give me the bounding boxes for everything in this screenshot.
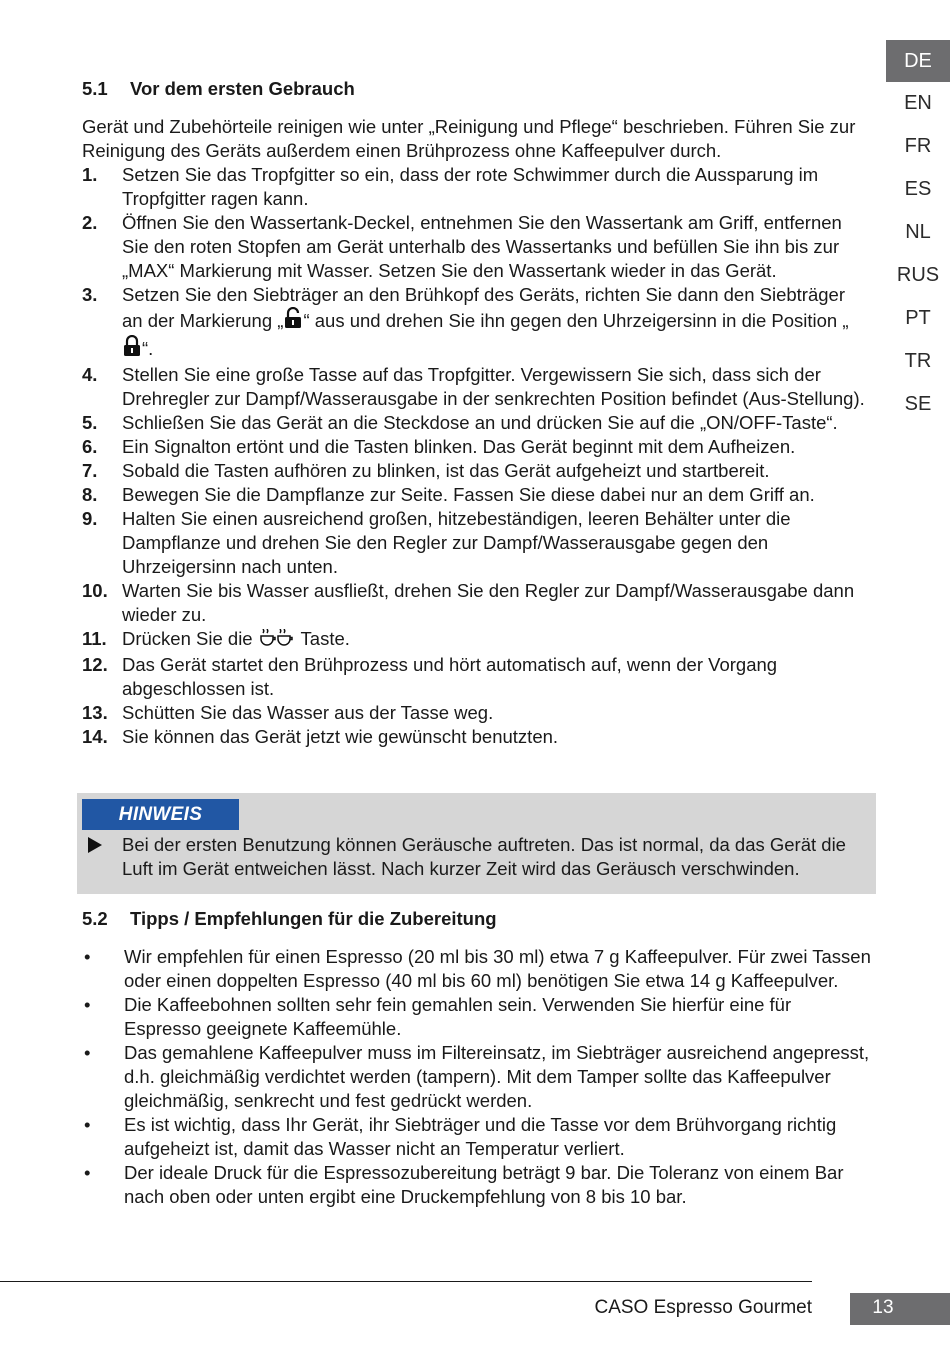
step-number: 4.	[82, 364, 98, 385]
footer-divider	[0, 1281, 812, 1282]
note-label: HINWEIS	[82, 799, 239, 830]
lang-tab-tr[interactable]: TR	[904, 350, 932, 372]
step-text-part: Taste.	[295, 628, 350, 649]
step-number: 7.	[82, 460, 98, 481]
lang-tab-fr[interactable]: FR	[904, 135, 932, 157]
bullet-icon: •	[84, 946, 91, 967]
step-number: 6.	[82, 436, 98, 457]
list-item	[82, 1113, 872, 1161]
tip-text: Wir empfehlen für einen Espresso (20 ml bis 30 ml) etwa 7 g Kaffeepulver. Für zwei Tassen oder einen doppelten Espresso (40 ml bis 60 ml) benötigen Sie etwa 14 g Kaffeepulver.	[124, 946, 871, 991]
step-number: 12.	[82, 654, 108, 675]
step-text	[122, 283, 868, 363]
step-number: 14.	[82, 726, 108, 747]
tip-text: Das gemahlene Kaffeepulver muss im Filtereinsatz, im Siebträger ausreichend angepresst, d.h. gleichmäßig verdichtet werden (tampern). Mit dem Tamper sollte das Kaffeepulver gleichmäßig, senkrecht und fest gedrückt werden.	[124, 1042, 870, 1111]
step-text: Halten Sie einen ausreichend großen, hitzebeständigen, leeren Behälter unter die Dampflanze und drehen Sie den Regler zur Dampf/Wasserausgabe gegen den Uhrzeigersinn nach unten.	[122, 508, 791, 577]
step-number: 1.	[82, 164, 98, 185]
play-arrow-icon	[88, 837, 102, 858]
step-text: Schütten Sie das Wasser aus der Tasse weg.	[122, 702, 494, 723]
lang-tab-en[interactable]: EN	[904, 92, 932, 114]
step-text: Sobald die Tasten aufhören zu blinken, ist das Gerät aufgeheizt und startbereit.	[122, 460, 770, 481]
section-title: Tipps / Empfehlungen für die Zubereitung	[130, 908, 497, 929]
step-text: Das Gerät startet den Brühprozess und hört automatisch auf, wenn der Vorgang abgeschlossen ist.	[122, 654, 778, 699]
list-item	[82, 1041, 872, 1113]
bullet-icon: •	[84, 994, 91, 1015]
step-number: 9.	[82, 508, 98, 529]
steps-list	[82, 163, 868, 749]
intro-paragraph: Gerät und Zubehörteile reinigen wie unter „Reinigung und Pflege“ beschrieben. Führen Sie zur Reinigung des Geräts außerdem einen Brühprozess ohne Kaffeepulver durch.	[82, 116, 856, 161]
double-cup-icon	[260, 629, 294, 653]
section-title: Vor dem ersten Gebrauch	[130, 78, 355, 99]
step-text-part: “.	[142, 338, 154, 359]
step-text: Warten Sie bis Wasser ausfließt, drehen Sie den Regler zur Dampf/Wasserausgabe dann wieder zu.	[122, 580, 855, 625]
step-number: 3.	[82, 284, 98, 305]
section-number: 5.1	[82, 78, 108, 99]
tip-text: Die Kaffeebohnen sollten sehr fein gemahlen sein. Verwenden Sie hierfür eine für Espresso geeignete Kaffeemühle.	[124, 994, 792, 1039]
list-item	[82, 483, 868, 507]
lang-tab-nl[interactable]: NL	[905, 221, 931, 243]
list-item	[82, 363, 868, 411]
step-text-part: Setzen Sie den Siebträger an den Brühkopf des Geräts, richten Sie dann den Siebträger an der Markierung „	[122, 284, 845, 331]
lang-tab-rus[interactable]: RUS	[896, 264, 940, 286]
unlock-icon	[284, 307, 302, 335]
list-item	[82, 945, 872, 993]
list-item	[82, 1161, 872, 1209]
list-item	[82, 701, 868, 725]
step-text: Stellen Sie eine große Tasse auf das Tropfgitter. Vergewissern Sie sich, dass sich der Drehregler zur Dampf/Wasserausgabe in der senkrechten Position befindet (Aus-Stellung).	[122, 364, 865, 409]
list-item	[82, 507, 868, 579]
list-item	[82, 579, 868, 627]
list-item	[82, 411, 868, 435]
step-number: 2.	[82, 212, 98, 233]
step-text-part: Drücken Sie die	[122, 628, 258, 649]
section-heading-5-2	[82, 908, 872, 930]
tip-text: Es ist wichtig, dass Ihr Gerät, ihr Siebträger und die Tasse vor dem Brühvorgang richtig aufgeheizt ist, damit das Wasser nicht an Temperatur verliert.	[124, 1114, 837, 1159]
list-item	[82, 283, 868, 363]
step-text-part: “ aus und drehen Sie ihn gegen den Uhrzeigersinn in die Position „	[303, 310, 849, 331]
step-number: 11.	[82, 628, 107, 649]
bullet-icon: •	[84, 1042, 91, 1063]
lang-tab-se[interactable]: SE	[904, 393, 932, 415]
section-number: 5.2	[82, 908, 108, 929]
list-item	[82, 459, 868, 483]
step-text: Sie können das Gerät jetzt wie gewünscht benutzten.	[122, 726, 559, 747]
lock-icon	[123, 335, 141, 363]
bullet-icon: •	[84, 1114, 91, 1135]
tips-list	[82, 945, 872, 1209]
list-item	[82, 993, 872, 1041]
list-item	[82, 435, 868, 459]
section-heading-5-1	[82, 78, 872, 100]
lang-tab-pt[interactable]: PT	[905, 307, 931, 329]
lang-tab-es[interactable]: ES	[904, 178, 932, 200]
list-item	[82, 725, 868, 749]
list-item	[82, 211, 868, 283]
step-text: Bewegen Sie die Dampflanze zur Seite. Fassen Sie diese dabei nur an dem Griff an.	[122, 484, 815, 505]
tip-text: Der ideale Druck für die Espressozubereitung beträgt 9 bar. Die Toleranz von einem Bar nach oben oder unten ergibt eine Druckempfehlung von 8 bis 10 bar.	[124, 1162, 844, 1207]
note-box	[77, 793, 876, 894]
step-number: 8.	[82, 484, 98, 505]
language-sidebar	[886, 40, 950, 426]
list-item	[82, 653, 868, 701]
bullet-icon: •	[84, 1162, 91, 1183]
step-number: 13.	[82, 702, 108, 723]
step-text: Schließen Sie das Gerät an die Steckdose an und drücken Sie auf die „ON/OFF-Taste“.	[122, 412, 838, 433]
list-item	[82, 627, 868, 653]
step-text: Öffnen Sie den Wassertank-Deckel, entnehmen Sie den Wassertank am Griff, entfernen Sie den roten Stopfen am Gerät unterhalb des Wassertanks und befüllen Sie ihn bis zur „MAX“ Markierung mit Wasser. Setzen Sie den Wassertank wieder in das Gerät.	[122, 212, 842, 281]
list-item	[82, 163, 868, 211]
page-number-box	[850, 1293, 950, 1325]
step-text	[122, 627, 868, 653]
step-number: 10.	[82, 580, 108, 601]
page-number: 13	[872, 1297, 894, 1318]
step-text: Ein Signalton ertönt und die Tasten blinken. Das Gerät beginnt mit dem Aufheizen.	[122, 436, 796, 457]
step-number: 5.	[82, 412, 98, 433]
footer-brand: CASO Espresso Gourmet	[594, 1297, 812, 1318]
note-text: Bei der ersten Benutzung können Geräusche auftreten. Das ist normal, da das Gerät die Luft im Gerät entweichen lässt. Nach kurzer Zeit wird das Geräusch verschwinden.	[122, 834, 846, 879]
step-text: Setzen Sie das Tropfgitter so ein, dass der rote Schwimmer durch die Aussparung im Tropfgitter ragen kann.	[122, 164, 819, 209]
lang-tab-de[interactable]: DE	[886, 40, 950, 82]
